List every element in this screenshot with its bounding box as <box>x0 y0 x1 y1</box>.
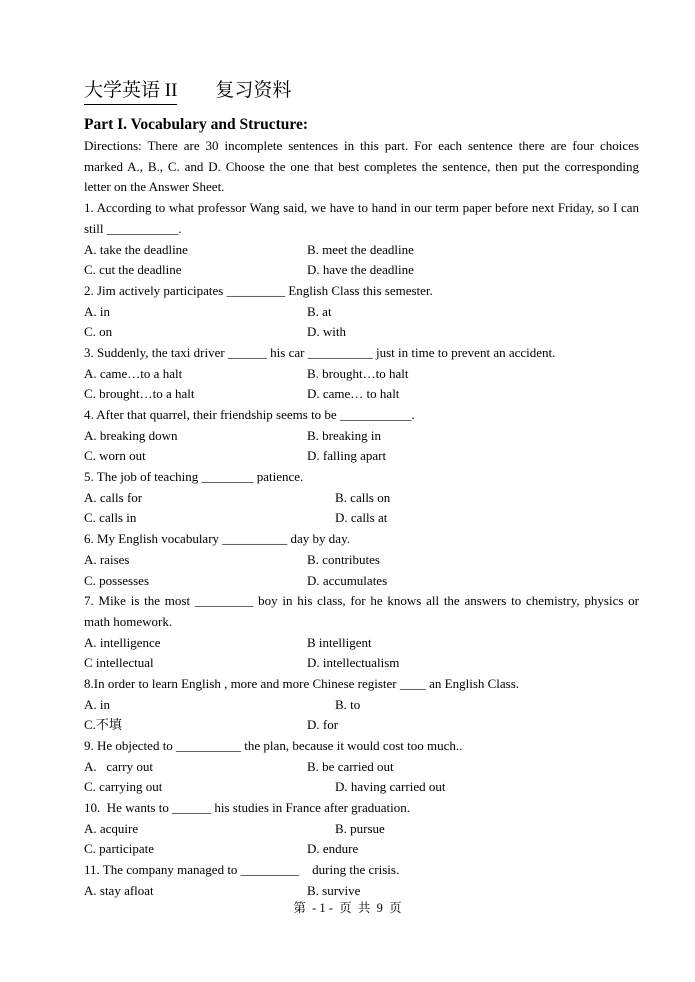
option-row <box>84 715 639 736</box>
option-d: D. came… to halt <box>307 386 400 402</box>
option-c: C. carrying out <box>84 779 163 795</box>
option-row <box>84 364 639 385</box>
option-row <box>84 322 639 343</box>
option-row <box>84 508 639 529</box>
option-c: C. cut the deadline <box>84 262 182 278</box>
page-header <box>84 78 639 106</box>
option-c: C. possesses <box>84 572 150 588</box>
option-a: A. calls for <box>84 489 143 505</box>
option-row <box>84 260 639 281</box>
option-b: B. calls on <box>335 489 391 505</box>
option-row <box>84 633 639 654</box>
document-page <box>84 78 639 902</box>
option-c: C. on <box>84 324 113 340</box>
option-c: C. participate <box>84 841 155 857</box>
part-title: Part I. Vocabulary and Structure: <box>84 116 309 133</box>
option-b: B. breaking in <box>307 427 382 443</box>
option-a: A. raises <box>84 551 130 567</box>
option-row <box>84 695 639 716</box>
option-b: B. brought…to halt <box>307 365 409 381</box>
course-subtitle: 复习资料 <box>215 80 292 101</box>
option-d: D. falling apart <box>307 448 387 464</box>
option-a: A. breaking down <box>84 427 178 443</box>
option-c: C. worn out <box>84 448 146 464</box>
option-a: A. stay afloat <box>84 882 154 898</box>
option-a: A. take the deadline <box>84 241 188 257</box>
option-d: D. endure <box>307 841 359 857</box>
question-stem: 4. After that quarrel, their friendship seems to be ___________. <box>84 407 415 423</box>
option-row <box>84 384 639 405</box>
option-d: D. accumulates <box>307 572 388 588</box>
option-d: D. for <box>307 717 339 733</box>
option-row <box>84 819 639 840</box>
question-stem: 9. He objected to __________ the plan, because it would cost too much.. <box>84 738 463 754</box>
option-row <box>84 653 639 674</box>
option-row <box>84 550 639 571</box>
option-b: B. be carried out <box>307 758 394 774</box>
question-stem: 3. Suddenly, the taxi driver ______ his car __________ just in time to prevent an accident. <box>84 344 556 360</box>
question-stem: 5. The job of teaching ________ patience. <box>84 469 304 485</box>
question-stem: 10. He wants to ______ his studies in France after graduation. <box>84 800 411 816</box>
question-stem: 6. My English vocabulary __________ day by day. <box>84 531 350 547</box>
course-title: 大学英语 II <box>84 78 177 105</box>
question-stem: 11. The company managed to _________ during the crisis. <box>84 862 400 878</box>
option-row <box>84 777 639 798</box>
option-d: D. with <box>307 324 346 340</box>
option-c: C intellectual <box>84 655 154 671</box>
question-stem: 8.In order to learn English , more and more Chinese register ____ an English Class. <box>84 675 520 691</box>
question-stem: 7. Mike is the most _________ boy in his class, for he knows all the answers to chemistry, physics or math homework. <box>84 593 639 629</box>
question-stem: 2. Jim actively participates _________ English Class this semester. <box>84 282 433 298</box>
option-row <box>84 881 639 902</box>
option-d: D. calls at <box>335 510 388 526</box>
question-stem: 1. According to what professor Wang said, we have to hand in our term paper before next Friday, so I can still ___________. <box>84 200 639 236</box>
option-row <box>84 488 639 509</box>
option-row <box>84 302 639 323</box>
option-a: A. in <box>84 696 110 712</box>
option-a: A. intelligence <box>84 634 161 650</box>
directions-text: Directions: There are 30 incomplete sentences in this part. For each sentence there are four choices marked A., B., C. and D. Choose the one that best completes the sentence, then put the corresponding letter on the Answer Sheet. <box>84 138 639 195</box>
option-c: C.不填 <box>84 717 122 733</box>
option-d: D. having carried out <box>335 779 446 795</box>
option-a: A. in <box>84 303 110 319</box>
option-b: B intelligent <box>307 634 372 650</box>
option-row <box>84 757 639 778</box>
option-d: D. intellectualism <box>307 655 400 671</box>
option-c: C. calls in <box>84 510 137 526</box>
option-row <box>84 571 639 592</box>
option-b: B. survive <box>307 882 361 898</box>
option-b: B. meet the deadline <box>307 241 414 257</box>
option-b: B. to <box>335 696 361 712</box>
page-footer: 第 - 1 - 页 共 9 页 <box>293 901 402 915</box>
option-a: A. carry out <box>84 758 153 774</box>
option-b: B. at <box>307 303 332 319</box>
option-a: A. acquire <box>84 820 139 836</box>
option-d: D. have the deadline <box>307 262 414 278</box>
option-row <box>84 446 639 467</box>
option-b: B. pursue <box>335 820 385 836</box>
option-b: B. contributes <box>307 551 380 567</box>
option-row <box>84 240 639 261</box>
option-c: C. brought…to a halt <box>84 386 195 402</box>
option-a: A. came…to a halt <box>84 365 183 381</box>
option-row <box>84 426 639 447</box>
option-row <box>84 839 639 860</box>
